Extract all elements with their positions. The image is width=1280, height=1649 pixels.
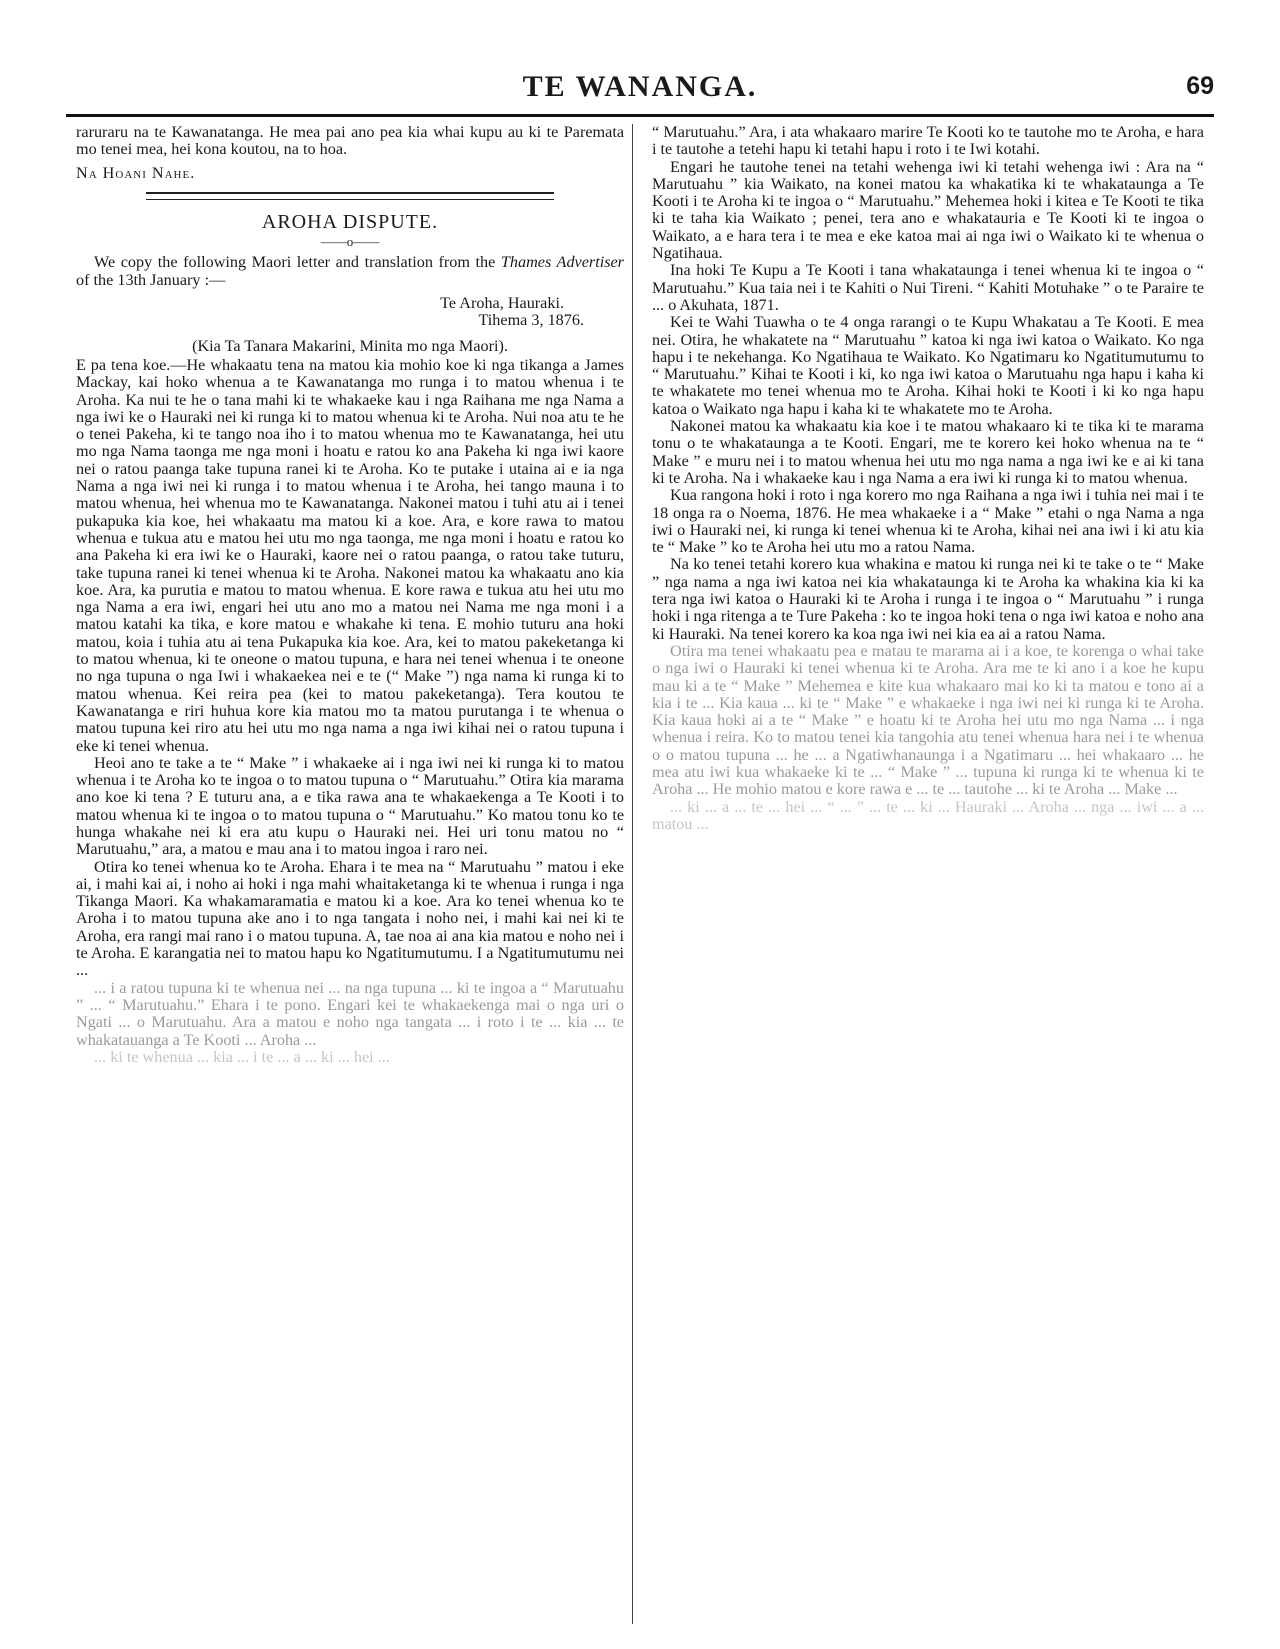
- right-paragraph-1: “ Marutuahu.” Ara, i ata whakaaro marire Te Kooti ko te tautohe mo te Aroha, e hara i te tautohe a tetehi hapu ki tetahi hapu i roto i te Iwi kotahi.: [652, 124, 1204, 159]
- title-ornament: ——o——: [320, 234, 380, 250]
- letter-paragraph-4-faded: ... i a ratou tupuna ki te whenua nei ... na nga tupuna ... ki te ingoa a “ Marutuahu ” ... “ Marutuahu.” Ehara i te pono. Engari kei te whakaekenga mai o nga uri o Ngati ... o Marutuahu. Ara a matou e noho nga tangata ... i roto i te ... kia ... te whakatauanga a Te Kooti ... Aroha ...: [76, 978, 624, 1049]
- letter-paragraph-2: Heoi ano te take a te “ Make ” i whakaeke ai i nga iwi nei ki runga ki to matou whenua i te Aroha ko te ingoa o to matou tupuna o “ Marutuahu.” Otira kia marama ano koe ki tena ? E tuturu ana, a e tika rawa ana te whakaekenga a Te Kooti i to matou whenua ki te ingoa o to matou tupuna o “ Marutuahu.” Ko matou tonu ko te hunga whakahe nei ki era atu kupu o Hauraki nei. Hei uri tonu matou no “ Marutuahu,” ara, a matou e mau ana i to matou ingoa i raro nei.: [76, 753, 624, 859]
- newspaper-name: Thames Advertiser: [500, 253, 624, 272]
- letter-date: Tihema 3, 1876.: [478, 311, 584, 330]
- letter-place: Te Aroha, Hauraki.: [440, 294, 564, 313]
- right-paragraph-3: Ina hoki Te Kupu a Te Kooti i tana whakataunga i tenei whenua ki te ingoa o “ Marutuahu.” Kua taia nei i te Kahiti o Nui Tireni. “ Kahiti Motuhake ” o te Paraire te ... o Akuhata, 1871.: [652, 261, 1204, 314]
- section-separator: [146, 192, 554, 200]
- newspaper-title: TE WANANGA.: [522, 70, 758, 103]
- right-paragraph-7: Na ko tenei tetahi korero kua whakina e matou ki runga nei ki te take o te “ Make ” nga nama a nga iwi katoa nei kia whakataunga ki te Aroha ka whakina kia ki ka tera nga iwi katoa o Hauraki ki te Aroha i runga i te ingoa o “ Marutuahu ” i runga hoki i nga ritenga a te Ture Pakeha : ko te ingoa hoki tena o nga iwi katoa e noho ana ki Hauraki. Na tenei korero ka koa nga iwi nei kia ea ai a ratou Nama.: [652, 555, 1204, 643]
- masthead: [66, 70, 1214, 110]
- right-paragraph-8-faded: Otira ma tenei whakaatu pea e matau te marama ai i a koe, te korenga o whai take o nga iwi o Hauraki ki tenei whenua ki te Aroha. Ara me te ki ano i a koe he kupu mau ki a te “ Make ” Mehemea e kite kua whakaaro mai ko ki ta matou e tono ai a kia i te ... Kia kaua ... ki te “ Make ” e whakaeke i nga iwi nei ki runga ki te Aroha. Kia kaua hoki ai a te “ Make ” e hoatu ki te Aroha hei utu mo nga Nama ... i nga whenua i reira. Ko to matou tenei kia tangohia atu tenei whenua hara nei i te whenua o o matou tupuna ... he ... a Ngatiwhanaunga i a Ngatimaru ... hei whakaaro ... he mea atu iwi kua whakaeke ki te ... “ Make ” ... tupuna ki runga ki te whenua ki te Aroha ... He mohio matou e kore rawa e ... te ... tautohe ... ki te Aroha ... Make ...: [652, 641, 1204, 799]
- section-title: AROHA DISPUTE.: [261, 210, 439, 233]
- letter-paragraph-1: E pa tena koe.—He whakaatu tena na matou kia mohio koe ki nga tikanga a James Mackay, kai hoko whenua a te Kawanatanga mo runga i to matou whenua i te Aroha. Ka nui te he o tana mahi ki te whakaeke kau i nga Raihana me nga Nama a nga iwi ke o Hauraki nei ki runga ki to matou whenua ki te Aroha. Nui noa atu te he o tenei Pakeha, ki te tango noa iho i to matou whenua mo te Kawanatanga, hei utu mo nga Nama taonga me nga moni i hoatu e ratou ko ana Pakeha ki nga iwi kaore nei o ratou paanga take tupuna ranei ki te Aroha. Ko te putake i utaina ai e ia nga Nama a nga iwi nei ki runga i to matou whenua i te Aroha, hei tango mauna i to matou whenua, hei whenua mo te Kawanatanga. Nakonei matou i tuhi atu ai i tenei pukapuka kia koe, hei whakaatu ma matou ki a koe. Ara, e kore rawa to matou whenua e tukua atu e matou hei utu mo nga taonga, me nga moni i hoatu e ratou ko ana Pakeha ki era iwi ke o Hauraki, kaore nei o ratou paanga, o ratou take tuturu, take tupuna ranei ki tenei whenua ki te Aroha. Nakonei matou ka whakaatu ano kia koe. Ara, ka purutia e matou to matou whenua. E kore rawa e tukua atu hei utu mo nga Nama a era iwi, engari hei utu ano mo a matou nei Nama me nga moni i a matou katahi ka tika, e kore matou e whakahe ki tena. E mohio tuturu ana hoki matou, koia i tuhia atu ai tena Pukapuka kia koe. Ara, kei to matou pakeketanga ki to matou whenua, ki te oneone o matou tupuna, e hara nei tenei whenua i te oneone no nga tupuna o nga Iwi i whakaekea nei e te (“ Make ”) nga nama ki runga ki to matou whenua. Kei reira pea (kei to matou pakeketanga). Tera koutou te Kawanatanga e riri huhua kore kia matou mo ta matou purutanga i te whenua o matou tupuna kei riro atu hei utu mo nga nama a nga iwi kihai nei o ratou tupuna i eke ki tenei whenua.: [76, 355, 624, 755]
- masthead-rule: [66, 114, 1214, 117]
- right-paragraph-5: Nakonei matou ka whakaatu kia koe i te matou whakaaro ki te tika ki te marama tonu o te whakataunga a te Kooti. Engari, me te korero kei hoko whenua na te “ Make ” e muru nei i to matou whenua hei utu mo nga nama a nga iwi ke e ai ki tana ki te Aroha. Na i whakaeke kau i nga Nama a era iwi ki runga ki to matou whenua.: [652, 417, 1204, 487]
- left-column: [76, 124, 624, 1624]
- right-column: [652, 124, 1204, 1624]
- right-paragraph-2: Engari he tautohe tenei na tetahi wehenga iwi ki tetahi wehenga iwi : Ara na “ Marutuahu ” kia Waikato, na konei matou ka whakatika ki te whakataunga a Te Kooti i te Aroha ki te ingoa o “ Marutuahu.” Mehemea hoki i kitea e Te Kooti te tika ki te taha kia Waikato ; penei, tera ano e whakatauria e Te Kooti ki te ingoa o Waikato, a e hara tera i te mea e eke katoa mai ai nga iwi o Waikato ki te whenua o Ngatihaua.: [652, 157, 1204, 263]
- copy-note: [76, 254, 624, 289]
- letter-paragraph-5-faded: ... ki te whenua ... kia ... i te ... a ... ki ... hei ...: [94, 1047, 390, 1066]
- right-paragraph-6: Kua rangona hoki i roto i nga korero mo nga Raihana a nga iwi i tuhia nei mai i te 18 onga ra o Noema, 1876. He mea whakaeke i a “ Make ” etahi o nga Nama a nga iwi o Hauraki nei, ki runga ki tenei whenua ki te Aroha, kihai nei ana iwi i ki atu kia te “ Make ” ko te Aroha hei utu mo a ratou Nama.: [652, 486, 1204, 557]
- letter-paragraph-3: Otira ko tenei whenua ko te Aroha. Ehara i te mea na “ Marutuahu ” matou i eke ai, i mahi kai ai, i noho ai hoki i nga mahi whaitaketanga ki te whenua i runga i nga Tikanga Maori. Ka whakamaramatia e matou ki a koe. Ara ko tenei whenua ko te Aroha i to matou tupuna ake ano i to nga tangata i noho nei, i mahi kai nei ki te Aroha, era rangi mai rano i o matou tupuna. A, tae noa ai ana kia matou e noho nei i te Aroha. E karangatia nei to matou hapu ko Ngatitumutumu. I a Ngatitumutumu nei ...: [76, 857, 624, 980]
- copy-note-text-b: of the 13th January :—: [76, 270, 226, 289]
- continued-letter-end: raruraru na te Kawanatanga. He mea pai ano pea kia whai kupu au ki te Paremata mo tenei mea, hei kona koutou, na to hoa.: [76, 124, 624, 159]
- letter-address: (Kia Ta Tanara Makarini, Minita mo nga Maori).: [192, 336, 508, 355]
- right-paragraph-4: Kei te Wahi Tuawha o te 4 onga rarangi o te Kupu Whakatau a Te Kooti. E mea nei. Otira, he whakatete na “ Marutuahu ” katoa ki nga iwi katoa o Waikato. Ko nga hapu i te nekehanga. Ko Ngatihaua te Waikato. Ko Ngatimaru ko Ngatitumutumu to “ Marutuahu.” Kihai te Kooti i ki, ko nga iwi katoa o Marutuahu nga hapu i kaha ki te whakatete mo tenei whenua mo te Aroha. Kihai hoki te Kooti i ki ko nga hapu katoa o Waikato nga hapu i kaha ki te whakatete mo te Aroha.: [652, 313, 1204, 418]
- page-number: 69: [1186, 72, 1214, 100]
- copy-note-text-a: We copy the following Maori letter and translation from the: [94, 253, 501, 272]
- letter-signature: Na Hoani Nahe.: [76, 163, 196, 182]
- right-paragraph-9-faded: ... ki ... a ... te ... hei ... “ ... ” ... te ... ki ... Hauraki ... Aroha ... nga ... iwi ... a ... matou ...: [652, 797, 1204, 833]
- column-divider: [632, 124, 633, 1624]
